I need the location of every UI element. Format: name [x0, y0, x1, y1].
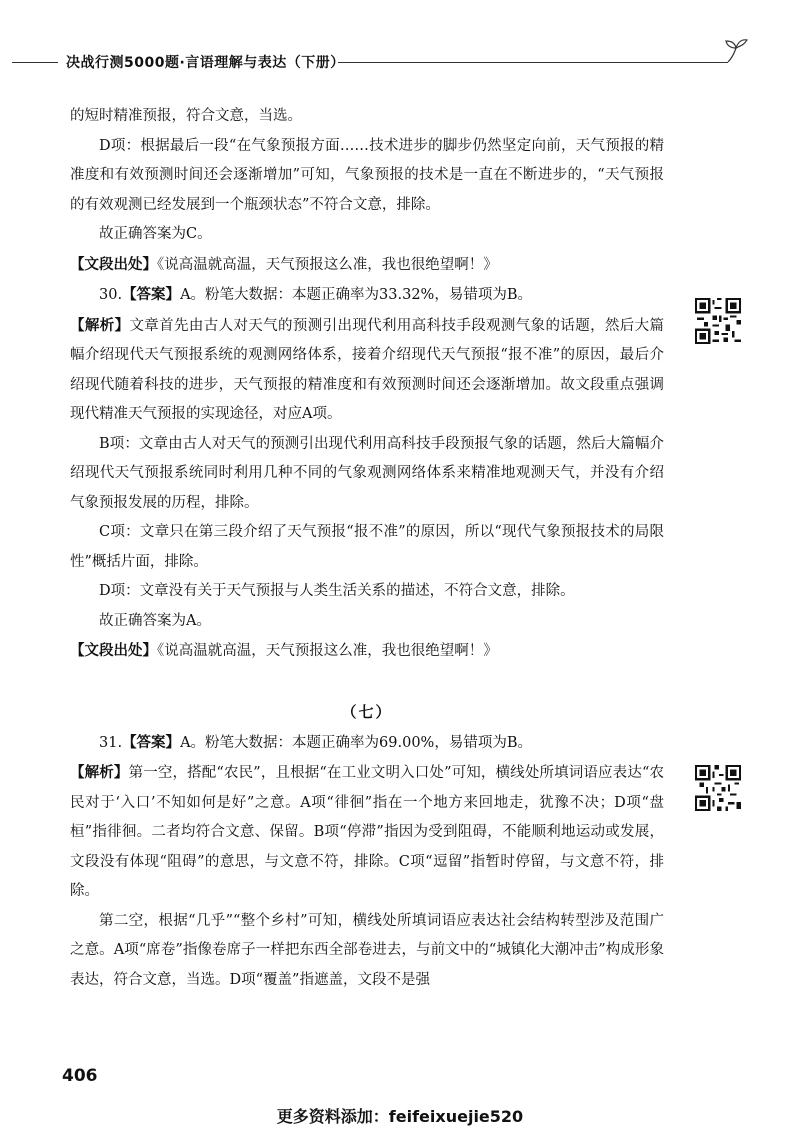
source-tag: 【文段出处】: [70, 255, 157, 273]
source-text: 《说高温就高温，天气预报这么准，我也很绝望啊！》: [157, 643, 498, 659]
paragraph: 第二空，根据“几乎”“整个乡村”可知，横线处所填词语应表达社会结构转型涉及范围广之意。A项“席卷”指像卷席子一样把东西全部卷进去，与前文中的“城镇化大潮冲击”构成形象表达，符合文意，当选。D项“覆盖”指遮盖，文段不是强: [70, 912, 664, 988]
book-title: 决战行测5000题·言语理解与表达（下册）: [66, 55, 345, 71]
analysis-text: 第一空，搭配“农民”，且根据“在工业文明入口处”可知，横线处所填词语应表达“农民对于‘入口’不知如何是好”之意。A项“徘徊”指在一个地方来回地走，犹豫不决；D项“盘桓”指徘徊。二者均符合文意、保留。B项“停滞”指因为受到阻碍，不能顺利地运动或发展，文段没有体现“阻碍”的意思，与文意不符，排除。C项“逗留”指暂时停留，与文意不符，排除。: [70, 765, 665, 899]
sprout-icon: [722, 36, 750, 64]
analysis-paragraph: [70, 311, 664, 430]
answer-line: [70, 728, 664, 759]
question-number: 31.: [99, 734, 123, 751]
section-heading: （七）: [341, 702, 393, 721]
answer-line: [70, 280, 664, 311]
page-body: [70, 102, 664, 995]
paragraph: D项：文章没有关于天气预报与人类生活关系的描述，不符合文意，排除。: [99, 583, 575, 599]
header-rule-left: [12, 62, 58, 63]
paragraph: 故正确答案为C。: [99, 226, 212, 242]
source-line: [70, 636, 664, 667]
answer-tag: 【答案】: [122, 286, 181, 303]
running-header: [0, 50, 800, 74]
footer-note: 更多资料添加：feifeixuejie520: [276, 1107, 524, 1126]
source-text: 《说高温就高温，天气预报这么准，我也很绝望啊！》: [157, 256, 498, 273]
analysis-tag: 【解析】: [70, 764, 129, 781]
qr-code-icon: [695, 765, 741, 811]
page-number: 406: [62, 1066, 98, 1086]
analysis-paragraph: [70, 758, 664, 907]
question-number: 30.: [99, 287, 123, 303]
analysis-text: 文章首先由古人对天气的预测引出现代利用高科技手段观测气象的话题，然后大篇幅介绍现代天气预报系统的观测网络体系，接着介绍现代天气预报“报不准”的原因，最后介绍现代随着科技的进步，天气预报的精准度和有效预测时间还会逐渐增加。故文段重点强调现代精准天气预报的实现途径，对应A项。: [70, 317, 664, 422]
qr-code-icon: [695, 298, 741, 344]
answer-text: A。粉笔大数据：本题正确率为33.32%，易错项为B。: [180, 287, 532, 303]
analysis-tag: 【解析】: [70, 316, 130, 334]
paragraph: B项：文章由古人对天气的预测引出现代利用高科技手段预报气象的话题，然后大篇幅介绍现代天气预报系统同时利用几种不同的气象观测网络体系来精准地观测天气，并没有介绍气象预报发展的历程，排除。: [70, 435, 664, 511]
paragraph: 故正确答案为A。: [99, 612, 211, 629]
paragraph: D项：根据最后一段“在气象预报方面……技术进步的脚步仍然坚定向前，天气预报的精准度和有效预测时间还会逐渐增加”可知，气象预报的技术是一直在不断进步的，“天气预报的有效观测已经发展到一个瓶颈状态”不符合文意，排除。: [70, 137, 664, 213]
answer-text: A。粉笔大数据：本题正确率为69.00%，易错项为B。: [180, 734, 532, 751]
header-rule-right: [338, 62, 728, 63]
paragraph: 的短时精准预报，符合文意，当选。: [70, 108, 302, 124]
answer-tag: 【答案】: [122, 733, 181, 751]
source-line: [70, 250, 664, 281]
paragraph: C项：文章只在第三段介绍了天气预报“报不准”的原因，所以“现代气象预报技术的局限性”概括片面，排除。: [70, 524, 664, 570]
source-tag: 【文段出处】: [70, 642, 157, 659]
